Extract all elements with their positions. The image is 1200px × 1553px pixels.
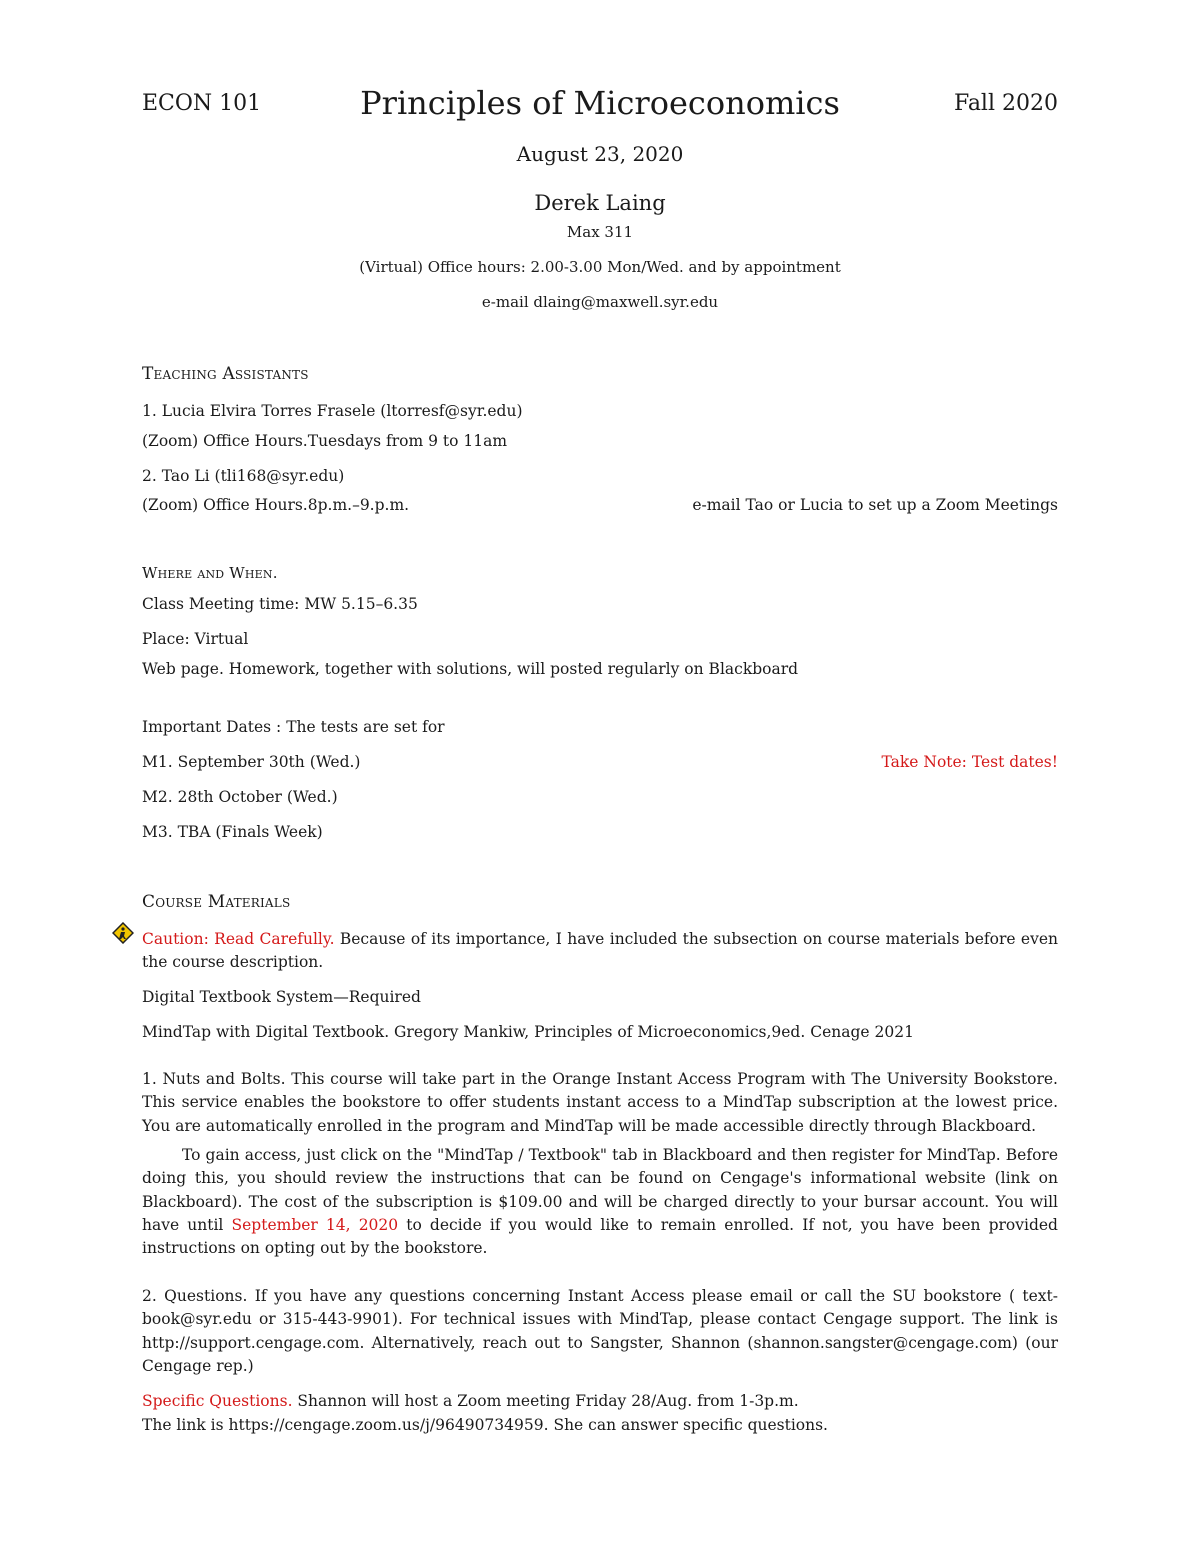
instructor-office: Max 311 (566, 223, 634, 241)
course-code: ECON 101 (142, 91, 262, 116)
take-note: Take Note: Test dates! (881, 753, 1058, 771)
caution-sign-icon (112, 922, 134, 944)
access-paragraph (142, 1144, 1058, 1260)
caution-text: Because of its importance, I have included the subsection on course materials before even the course description. (142, 930, 1058, 972)
section-heading-where: Where and When. (142, 564, 278, 582)
test-m2: M2. 28th October (Wed.) (142, 788, 338, 806)
access-text-b: to decide if you would like to remain enrolled. If not, you have been provided instructions on opting out by the bookstore. (142, 1215, 1058, 1257)
zoom-link-line: The link is https://cengage.zoom.us/j/96490734959. She can answer specific questions. (142, 1416, 828, 1434)
specific-questions-label: Specific Questions. (142, 1392, 293, 1410)
section-heading-materials: Course Materials (142, 892, 291, 912)
nuts-and-bolts-paragraph: 1. Nuts and Bolts. This course will take part in the Orange Instant Access Program with The University Bookstore. This service enables the bookstore to offer students instant access to a MindTap subscription at the lowest price. You are automatically enrolled in the program and MindTap will be made accessible directly through Blackboard. (142, 1070, 1058, 1135)
questions-paragraph: 2. Questions. If you have any questions concerning Instant Access please email or call the SU bookstore ( text-book@syr.edu or 315-443-9901). For technical issues with MindTap, please contact Cengage support. The link is http://support.cengage.com. Alternatively, reach out to Sangster, Shannon (shannon.sangster@cengage.com) (our Cengage rep.) (142, 1287, 1058, 1375)
specific-questions-text: Shannon will host a Zoom meeting Friday 28/Aug. from 1-3p.m. (292, 1392, 799, 1410)
ta2-hours: (Zoom) Office Hours.8p.m.–9.p.m. (142, 496, 410, 514)
section-heading-tas: Teaching Assistants (142, 364, 309, 384)
enrollment-deadline: September 14, 2020 (231, 1215, 399, 1234)
instructor-email: e-mail dlaing@maxwell.syr.edu (481, 293, 719, 311)
digital-textbook: Digital Textbook System—Required (142, 988, 421, 1006)
ta2-name: 2. Tao Li (tli168@syr.edu) (142, 467, 345, 485)
class-time: Class Meeting time: MW 5.15–6.35 (142, 595, 418, 613)
instructor-name: Derek Laing (534, 191, 666, 215)
test-m1: M1. September 30th (Wed.) (142, 753, 361, 771)
page-title: Principles of Microeconomics (360, 84, 840, 122)
ta1-name: 1. Lucia Elvira Torres Frasele (ltorresf@syr.edu) (142, 402, 523, 420)
caution-label: Caution: Read Carefully. (142, 930, 335, 948)
class-place: Place: Virtual (142, 630, 249, 648)
specific-questions-paragraph (142, 1390, 1058, 1413)
ta-note: e-mail Tao or Lucia to set up a Zoom Meetings (692, 496, 1058, 514)
caution-paragraph (142, 928, 1058, 975)
test-m3: M3. TBA (Finals Week) (142, 823, 323, 841)
syllabus-date: August 23, 2020 (516, 142, 684, 166)
web-page: Web page. Homework, together with solutions, will posted regularly on Blackboard (142, 660, 799, 678)
important-dates-intro: Important Dates : The tests are set for (142, 718, 445, 736)
instructor-hours: (Virtual) Office hours: 2.00-3.00 Mon/Wed. and by appointment (359, 258, 841, 276)
access-text-a: To gain access, just click on the "MindTap / Textbook" tab in Blackboard and then register for MindTap. Before doing this, you should review the instructions that can be found on Cengage's informational website (link on Blackboard). The cost of the subscription is $109.00 and will be charged directly to your bursar account. You will have until (142, 1146, 1058, 1234)
term: Fall 2020 (954, 91, 1058, 116)
ta1-hours: (Zoom) Office Hours.Tuesdays from 9 to 11am (142, 432, 508, 450)
mindtap-textbook: MindTap with Digital Textbook. Gregory Mankiw, Principles of Microeconomics,9ed. Cenage 2021 (142, 1023, 914, 1041)
